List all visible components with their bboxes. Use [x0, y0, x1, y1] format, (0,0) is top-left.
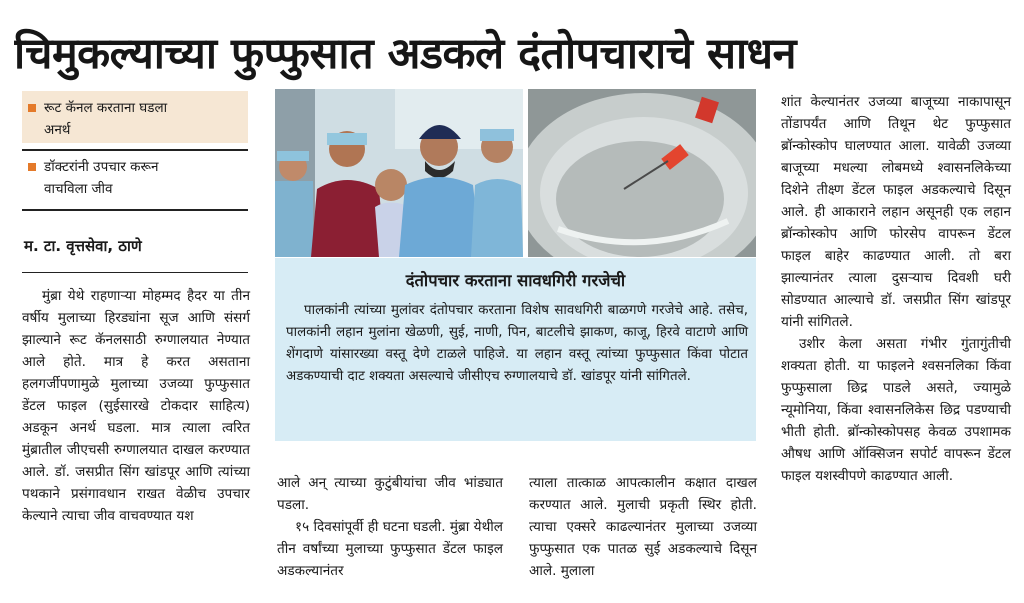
headline: चिमुकल्याच्या फुप्फुसात अडकले दंतोपचाराचे साधन — [14, 29, 796, 79]
info-box-body: पालकांनी त्यांच्या मुलांवर दंतोपचार करताना विशेष सावधगिरी बाळगणे गरजेचे आहे. तसेच, पालकांनी लहान मुलांना खेळणी, सुई, नाणी, पिन, बाटलीचे झाकण, काजू, हिरवे वाटाणे आणि शेंगदाणे यांसारख्या वस्तू देणे टाळले पाहिजे. या लहान वस्तू त्यांच्या फुप्फुसात किंवा पोटात अडकण्याची दाट शक्यता असल्याचे जीसीएच रुग्णालयाचे डॉ. खांडपूर यांनी सांगितले. — [286, 303, 748, 384]
paragraph: शांत केल्यानंतर उजव्या बाजूच्या नाकापासून तोंडापर्यंत आणि तिथून थेट फुप्फुसात ब्रॉन्कोस्कोप घालण्यात आला. यावेळी उजव्या बाजूच्या मधल्या लोबमध्ये श्वासनलिकेच्या दिशेने तीक्ष्ण डेंटल फाइल अडकल्याचे दिसून आले. ही आकाराने लहान असूनही एक लहान ब्रॉन्कोस्कोप आणि फोरसेप वापरून डेंटल फाइल बाहेर काढण्यात आली. तो बरा झाल्यानंतर त्याला दुसऱ्याच दिवशी घरी सोडण्यात आल्याचे डॉ. जसप्रीत सिंग खांडपूर यांनी सांगितले. — [781, 94, 1011, 330]
article-column-4 — [781, 91, 1011, 487]
photo-doctors — [275, 89, 523, 257]
article-column-3: त्याला तात्काळ आपत्कालीन कक्षात दाखल करण्यात आले. मुलाची प्रकृती स्थिर होती. त्याचा एक्सरे काढल्यानंतर मुलाच्या उजव्या फुप्फुसात एक पातळ सुई अडकल्याचे दिसून आले. मुलाला — [529, 475, 757, 579]
paragraph: १५ दिवसांपूर्वी ही घटना घडली. मुंब्रा येथील तीन वर्षांच्या मुलाच्या फुप्फुसात डेंटल फाइल अडकल्यानंतर — [277, 519, 503, 579]
divider — [22, 149, 248, 151]
photo-dental-file — [528, 89, 756, 257]
article-column-1: मुंब्रा येथे राहणाऱ्या मोहम्मद हैदर या तीन वर्षीय मुलाच्या हिरड्यांना सूज आणि संसर्ग झाल्याने रूट कॅनलसाठी रुग्णालयात नेण्यात आले होते. मात्र हे करत असताना हलगर्जीपणामुळे मुलाच्या उजव्या फुप्फुसात डेंटल फाइल (सुईसारखे टोकदार साहित्य) अडकून अनर्थ घडला. मात्र त्याला त्वरित मुंब्रातील जीएचसी रुग्णालयात दाखल करण्यात आले. डॉ. जसप्रीत सिंग खांडपूर आणि त्यांच्या पथकाने प्रसंगावधान राखत वेळीच उपचार केल्याने त्याचा जीव वाचवण्यात यश — [22, 288, 250, 524]
divider — [22, 272, 248, 273]
highlight-2: डॉक्टरांनी उपचार करून वाचविला जीव — [22, 156, 248, 200]
paragraph: आले अन् त्याच्या कुटुंबीयांचा जीव भांड्यात पडला. — [277, 475, 503, 513]
paragraph: उशीर केला असता गंभीर गुंतागुंतीची शक्यता होती. या फाइलने श्वसनलिका किंवा फुप्फुसाला छिद्र पाडले असते, ज्यामुळे न्यूमोनिया, किंवा श्वासनलिकेस छिद्र पडण्याची भीती होती. ब्रॉन्कोस्कोपसह केवळ उपशामक औषध आणि ऑक्सिजन सपोर्ट वापरून डेंटल फाइल यशस्वीपणे काढण्यात आली. — [781, 336, 1011, 484]
bullet-icon — [28, 104, 36, 112]
divider — [22, 209, 248, 211]
bullet-icon — [28, 163, 36, 171]
highlight-1: रूट कॅनल करताना घडला अनर्थ — [22, 97, 248, 141]
article-column-2 — [277, 472, 503, 582]
byline: म. टा. वृत्तसेवा, ठाणे — [24, 237, 142, 255]
info-box-title: दंतोपचार करताना सावधगिरी गरजेची — [405, 271, 626, 290]
